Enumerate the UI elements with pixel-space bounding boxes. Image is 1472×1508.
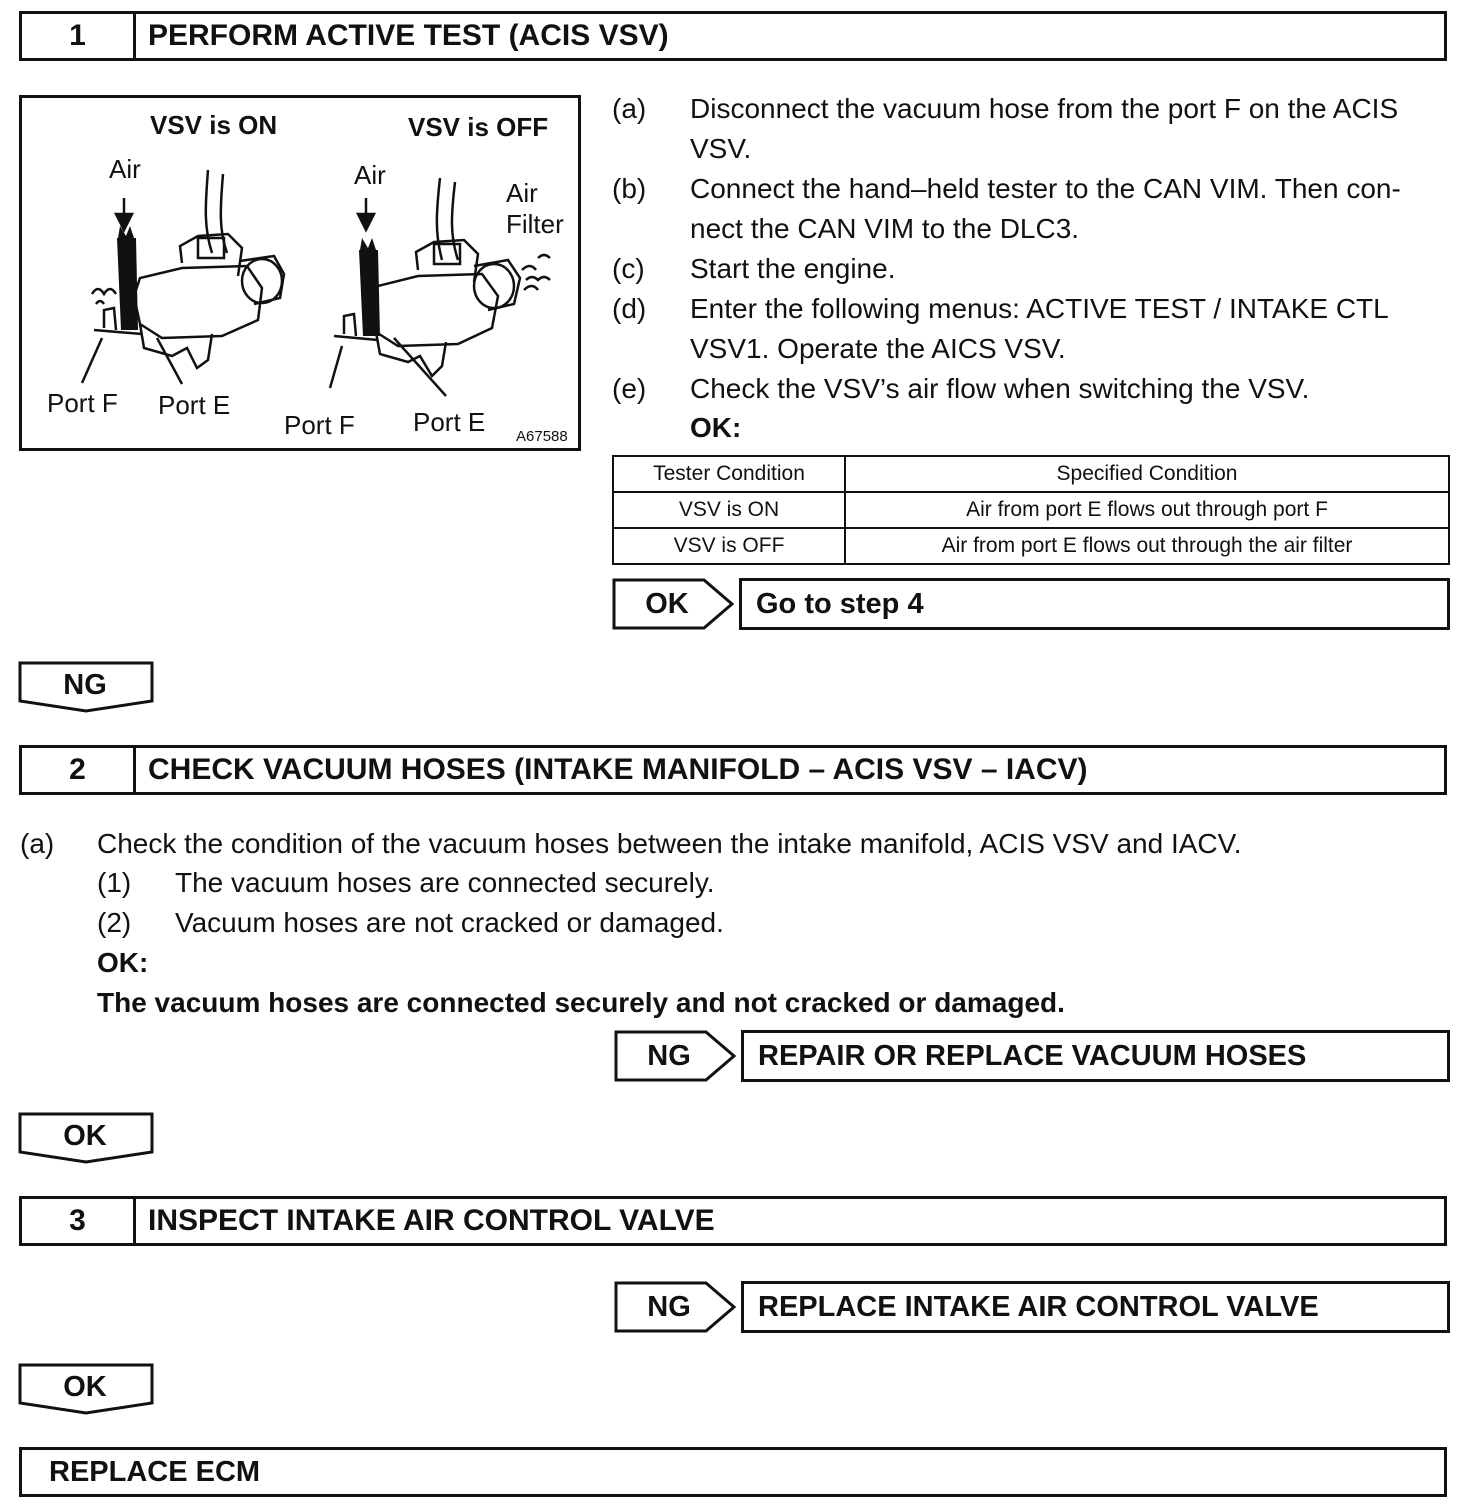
- step-3-ok-flow-tag[interactable]: [18, 1363, 156, 1415]
- figure-label-port-f-left: Port F: [47, 388, 118, 418]
- ok-flow-label: OK: [63, 1370, 107, 1403]
- table-header-row: [613, 456, 1449, 492]
- step-2-title: CHECK VACUUM HOSES (INTAKE MANIFOLD – ACIS VSV – IACV): [148, 753, 1088, 786]
- ok-flow-label: OK: [63, 1119, 107, 1152]
- step-1-header: [19, 11, 1447, 61]
- step-1-title: PERFORM ACTIVE TEST (ACIS VSV): [148, 19, 669, 52]
- step-1-item-d-line-1: Enter the following menus: ACTIVE TEST / INTAKE CTL: [690, 293, 1389, 324]
- step-3-ng-result[interactable]: [614, 1281, 1450, 1333]
- step-1-item-e-marker: (e): [612, 373, 647, 404]
- step-2-sub-2-text: Vacuum hoses are not cracked or damaged.: [175, 907, 724, 938]
- go-to-step-4-link[interactable]: Go to step 4: [739, 578, 1450, 630]
- step-2-item-a-marker: (a): [20, 828, 55, 859]
- ng-tag-label: NG: [647, 1290, 691, 1323]
- step-2-ok-label: OK:: [97, 947, 149, 978]
- step-2-header: [19, 745, 1447, 795]
- figure-label-port-f-right: Port F: [284, 410, 355, 440]
- replace-intake-air-control-valve-action[interactable]: REPLACE INTAKE AIR CONTROL VALVE: [741, 1281, 1450, 1333]
- ok-tag-label: OK: [645, 587, 689, 620]
- step-1-item-e-line-1: Check the VSV’s air flow when switching the VSV.: [690, 373, 1310, 404]
- vsv-airflow-figure: [19, 95, 581, 451]
- figure-label-port-e-right: Port E: [413, 407, 486, 437]
- figure-label-vsv-off: VSV is OFF: [408, 112, 549, 142]
- table-header-specified-condition: Specified Condition: [845, 456, 1449, 492]
- figure-label-air-filter-2: Filter: [506, 209, 564, 239]
- step-3-title: INSPECT INTAKE AIR CONTROL VALVE: [148, 1204, 715, 1237]
- figure-label-vsv-on: VSV is ON: [150, 110, 278, 140]
- step-1-item-d-line-2: VSV1. Operate the AICS VSV.: [690, 333, 1066, 364]
- step-3-header: [19, 1196, 1447, 1246]
- figure-label-air-filter-1: Air: [506, 178, 538, 208]
- step-2-ng-result[interactable]: [614, 1030, 1450, 1082]
- step-2-number: 2: [22, 748, 136, 792]
- table-cell: Air from port E flows out through the air filter: [845, 528, 1449, 564]
- figure-label-port-e-left: Port E: [158, 390, 231, 420]
- step-3-number: 3: [22, 1199, 136, 1243]
- step-1-item-a-marker: (a): [612, 93, 647, 124]
- step-1-item-c-marker: (c): [612, 253, 645, 284]
- step-1-ok-label: OK:: [690, 412, 742, 443]
- step-2-sub-1-text: The vacuum hoses are connected securely.: [175, 867, 715, 898]
- step-2-item-a-text: Check the condition of the vacuum hoses between the intake manifold, ACIS VSV and IACV.: [97, 828, 1242, 859]
- step-1-item-a-line-1: Disconnect the vacuum hose from the port F on the ACIS: [690, 93, 1399, 124]
- table-row: [613, 528, 1449, 564]
- step-1-number: 1: [22, 14, 136, 58]
- step-2-ok-text: The vacuum hoses are connected securely and not cracked or damaged.: [97, 987, 1065, 1018]
- step-1-item-b-line-1: Connect the hand–held tester to the CAN VIM. Then con-: [690, 173, 1401, 204]
- step-1-item-d-marker: (d): [612, 293, 647, 324]
- step-2-sub-2-marker: (2): [97, 907, 132, 938]
- table-cell: VSV is ON: [613, 492, 845, 528]
- table-cell: Air from port E flows out through port F: [845, 492, 1449, 528]
- table-header-tester-condition: Tester Condition: [613, 456, 845, 492]
- step-2-ok-flow-tag[interactable]: [18, 1112, 156, 1164]
- step-1-item-b-marker: (b): [612, 173, 647, 204]
- table-cell: VSV is OFF: [613, 528, 845, 564]
- figure-id: A67588: [516, 428, 568, 445]
- ng-tag-label: NG: [647, 1039, 691, 1072]
- step-1-ok-result[interactable]: [612, 578, 1450, 630]
- figure-label-air-right: Air: [354, 160, 386, 190]
- figure-label-air-left: Air: [109, 154, 141, 184]
- ng-flow-label: NG: [63, 668, 107, 701]
- step-1-item-b-line-2: nect the CAN VIM to the DLC3.: [690, 213, 1080, 244]
- specification-table: [612, 455, 1450, 565]
- step-1-item-a-line-2: VSV.: [690, 133, 752, 164]
- repair-vacuum-hoses-action[interactable]: REPAIR OR REPLACE VACUUM HOSES: [741, 1030, 1450, 1082]
- step-1-item-c-line-1: Start the engine.: [690, 253, 896, 284]
- step-1-ng-flow-tag[interactable]: [18, 661, 156, 713]
- table-row: [613, 492, 1449, 528]
- step-2-sub-1-marker: (1): [97, 867, 132, 898]
- replace-ecm-box: REPLACE ECM: [19, 1447, 1447, 1497]
